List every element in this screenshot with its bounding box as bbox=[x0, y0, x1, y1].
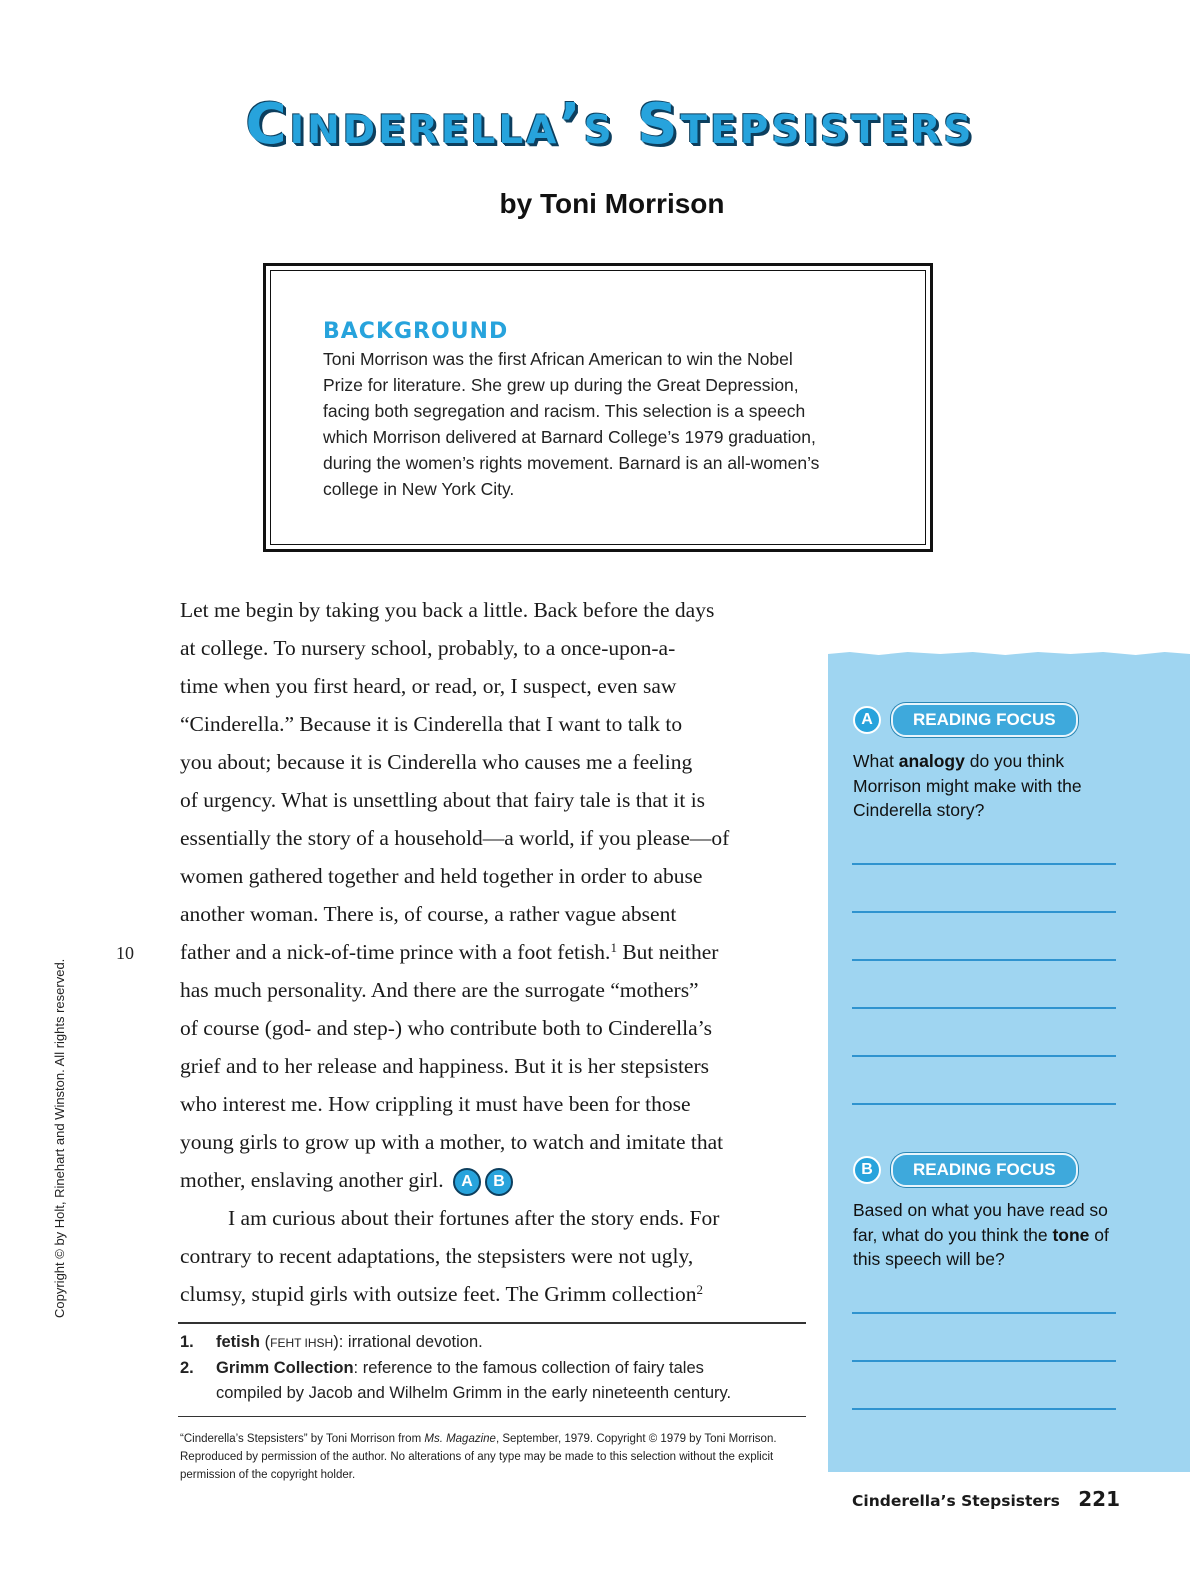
answer-line-a[interactable] bbox=[852, 863, 1116, 865]
text-line: contrary to recent adaptations, the stepsisters were not ugly, bbox=[180, 1244, 694, 1268]
text-line: I am curious about their fortunes after the story ends. For bbox=[228, 1206, 720, 1230]
text-line: grief and to her release and happiness. But it is her stepsisters bbox=[180, 1054, 709, 1078]
reading-focus-label: READING FOCUS bbox=[891, 703, 1078, 737]
text-line: father and a nick-of-time prince with a foot fetish.$^1$ But neither bbox=[180, 940, 719, 964]
reading-focus-b-header bbox=[853, 1153, 1078, 1187]
text-line: you about; because it is Cinderella who causes me a feeling bbox=[180, 750, 693, 774]
footnote-divider bbox=[178, 1322, 806, 1324]
answer-line-b[interactable] bbox=[852, 1360, 1116, 1362]
text-line: mother, enslaving another girl. A B bbox=[180, 1161, 810, 1199]
text-line: clumsy, stupid girls with outsize feet. The Grimm collection$^2$ bbox=[180, 1282, 704, 1306]
answer-line-a[interactable] bbox=[852, 911, 1116, 913]
text-line: at college. To nursery school, probably, to a once-upon-a- bbox=[180, 636, 676, 660]
text-line: of urgency. What is unsettling about that fairy tale is that it is bbox=[180, 788, 706, 812]
reading-focus-marker-a[interactable]: A bbox=[453, 1168, 481, 1196]
answer-line-a[interactable] bbox=[852, 1055, 1116, 1057]
answer-line-b[interactable] bbox=[852, 1312, 1116, 1314]
letter-b-badge: B bbox=[853, 1156, 881, 1184]
credit-divider bbox=[178, 1416, 806, 1417]
background-heading: BACKGROUND bbox=[323, 319, 509, 344]
footnotes bbox=[180, 1330, 810, 1406]
answer-line-a[interactable] bbox=[852, 1007, 1116, 1009]
text-line: of course (god- and step-) who contribute both to Cinderella’s bbox=[180, 1016, 712, 1040]
text-line: another woman. There is, of course, a rather vague absent bbox=[180, 902, 677, 926]
copyright-notice: Copyright © by Holt, Rinehart and Winston. All rights reserved. bbox=[52, 958, 67, 1318]
footnote-ref-2[interactable]: 2 bbox=[696, 1282, 704, 1297]
reading-focus-a-header bbox=[853, 703, 1078, 737]
footnote-ref-1[interactable]: 1 bbox=[610, 940, 617, 955]
text-line: “Cinderella.” Because it is Cinderella that I want to talk to bbox=[180, 712, 683, 736]
text-line: essentially the story of a household—a world, if you please—of bbox=[180, 826, 730, 850]
author-byline: by Toni Morrison bbox=[499, 188, 725, 219]
line-number: 10 bbox=[116, 943, 134, 963]
footnote-2: 2. Grimm Collection: reference to the famous collection of fairy tales compiled by Jacob and Wilhelm Grimm in the early nineteenth century. bbox=[180, 1359, 732, 1402]
page-number: 221 bbox=[1078, 1487, 1120, 1511]
text-line: who interest me. How crippling it must have been for those bbox=[180, 1092, 691, 1116]
text-line: Let me begin by taking you back a little. Back before the days bbox=[180, 598, 715, 622]
text-line: young girls to grow up with a mother, to watch and imitate that bbox=[180, 1130, 724, 1154]
text-line: time when you first heard, or read, or, I suspect, even saw bbox=[180, 674, 677, 698]
copyright-credit: “Cinderella’s Stepsisters” by Toni Morrison from Ms. Magazine, September, 1979. Copyright © 1979 by Toni Morrison. Reproduced by permission of the author. No alterations of any type may be made to this selection without the explicit permission of the copyright holder. bbox=[180, 1433, 777, 1481]
text-line: women gathered together and held together in order to abuse bbox=[180, 864, 703, 888]
reading-focus-label: READING FOCUS bbox=[891, 1153, 1078, 1187]
answer-line-b[interactable] bbox=[852, 1408, 1116, 1410]
footnote-1: 1. fetish (FEHT IHSH): irrational devotion. bbox=[180, 1333, 483, 1351]
reading-focus-a-question: What analogy do you think Morrison might make with the Cinderella story? bbox=[853, 751, 1082, 820]
answer-line-a[interactable] bbox=[852, 1103, 1116, 1105]
page-footer bbox=[852, 1487, 1120, 1511]
footer-title: Cinderella’s Stepsisters bbox=[852, 1492, 1060, 1510]
answer-line-a[interactable] bbox=[852, 959, 1116, 961]
reading-focus-marker-b[interactable]: B bbox=[485, 1168, 513, 1196]
text-line: has much personality. And there are the surrogate “mothers” bbox=[180, 978, 699, 1002]
letter-a-badge: A bbox=[853, 706, 881, 734]
background-box bbox=[263, 263, 933, 552]
page-title: Cinderella’s Stepsisters bbox=[245, 92, 975, 157]
speech-text bbox=[180, 591, 810, 1313]
reading-focus-b-question: Based on what you have read so far, what do you think the tone of this speech will be? bbox=[853, 1200, 1109, 1269]
background-text: Toni Morrison was the first African American to win the Nobel Prize for literature. She grew up during the Great Depression, facing both segregation and racism. This selection is a speech which Morrison delivered at Barnard College’s 1979 graduation, during the women’s rights movement. Barnard is an all-women’s college in New York City. bbox=[323, 349, 820, 499]
